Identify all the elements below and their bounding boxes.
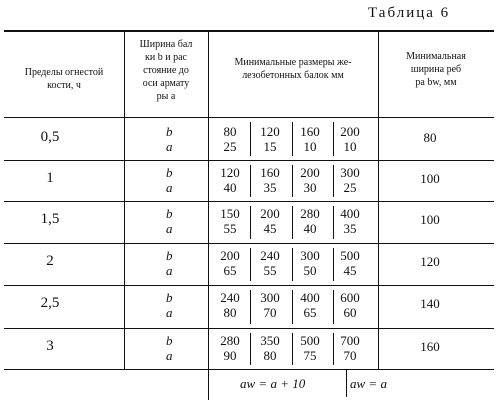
rebar-distance-value: 40	[303, 221, 317, 236]
fire-limit-value: 1,5	[40, 211, 60, 227]
beam-width-value: 200	[340, 124, 360, 139]
rebar-distance-value: 60	[343, 305, 357, 320]
beam-width-value: 350	[260, 333, 280, 348]
group-separator	[4, 201, 494, 202]
rebar-distance-value: 35	[263, 180, 277, 195]
rebar-distance-value: 25	[223, 139, 237, 154]
beam-width-value: 700	[340, 333, 360, 348]
rebar-distance-value: 65	[223, 263, 237, 278]
beam-width-value: 600	[340, 290, 360, 305]
beam-width-value: 300	[340, 165, 360, 180]
column-divider-1	[124, 30, 125, 369]
footer-divider	[346, 369, 347, 397]
fire-limit-value: 2,5	[40, 295, 60, 311]
symbol-a: a	[166, 139, 173, 154]
rebar-distance-value: 55	[263, 263, 277, 278]
group-separator	[4, 285, 494, 286]
min-rib-width-value: 100	[420, 171, 440, 186]
fire-limit-value: 0,5	[40, 129, 60, 145]
beam-width-value: 120	[220, 165, 240, 180]
min-rib-width-value: 120	[420, 254, 440, 269]
rebar-distance-value: 10	[343, 139, 357, 154]
table-bottom-rule	[4, 369, 494, 370]
symbol-a: a	[166, 221, 173, 236]
beam-width-value: 200	[260, 206, 280, 221]
beam-width-value: 400	[300, 290, 320, 305]
beam-width-value: 400	[340, 206, 360, 221]
rebar-distance-value: 25	[343, 180, 357, 195]
footer-formula-2: aw = a	[350, 376, 387, 391]
beam-width-value: 300	[260, 290, 280, 305]
rebar-distance-value: 45	[263, 221, 277, 236]
rebar-distance-value: 30	[303, 180, 317, 195]
rebar-distance-value: 70	[343, 348, 357, 363]
rebar-distance-value: 75	[303, 348, 317, 363]
min-rib-width-value: 140	[420, 296, 440, 311]
rebar-distance-value: 50	[303, 263, 317, 278]
min-rib-width-value: 160	[420, 339, 440, 354]
beam-width-value: 120	[260, 124, 280, 139]
symbol-b: b	[166, 165, 173, 180]
beam-width-value: 240	[220, 290, 240, 305]
rebar-distance-value: 10	[303, 139, 317, 154]
rebar-distance-value: 65	[303, 305, 317, 320]
beam-width-value: 280	[300, 206, 320, 221]
rebar-distance-value: 70	[263, 305, 277, 320]
group-separator	[4, 160, 494, 161]
beam-width-value: 500	[300, 333, 320, 348]
table-top-rule	[4, 30, 494, 32]
symbol-b: b	[166, 206, 173, 221]
symbol-a: a	[166, 305, 173, 320]
beam-width-value: 300	[300, 248, 320, 263]
beam-width-value: 80	[223, 124, 237, 139]
rebar-distance-value: 80	[223, 305, 237, 320]
beam-width-value: 200	[220, 248, 240, 263]
fire-limit-value: 3	[46, 338, 54, 354]
symbol-b: b	[166, 333, 173, 348]
beam-width-value: 500	[340, 248, 360, 263]
rebar-distance-value: 35	[343, 221, 357, 236]
rebar-distance-value: 80	[263, 348, 277, 363]
symbol-b: b	[166, 290, 173, 305]
fire-limit-value: 1	[46, 170, 54, 186]
fire-limit-value: 2	[46, 253, 54, 269]
rebar-distance-value: 90	[223, 348, 237, 363]
beam-width-value: 150	[220, 206, 240, 221]
table-title: Таблица 6	[368, 5, 451, 21]
group-separator	[4, 243, 494, 244]
min-rib-width-value: 80	[423, 130, 437, 145]
table-header-rule	[4, 117, 494, 118]
column-divider-2	[208, 30, 209, 400]
symbol-b: b	[166, 248, 173, 263]
rebar-distance-value: 15	[263, 139, 277, 154]
symbol-a: a	[166, 263, 173, 278]
beam-width-value: 160	[260, 165, 280, 180]
beam-width-value: 280	[220, 333, 240, 348]
footer-formula-1: aw = a + 10	[240, 376, 306, 391]
header-width-distance: Ширина бал ки b и рас стояние до оси армату ры a	[139, 39, 193, 102]
symbol-a: a	[166, 348, 173, 363]
beam-width-value: 200	[300, 165, 320, 180]
header-fire-limit: Пределы огнестой кости, ч	[24, 67, 104, 91]
symbol-a: a	[166, 180, 173, 195]
group-separator	[4, 328, 494, 329]
min-rib-width-value: 100	[420, 212, 440, 227]
symbol-b: b	[166, 124, 173, 139]
header-min-beam-sizes: Минимальные размеры же- лезобетонных балок мм	[234, 57, 352, 81]
header-min-rib-width: Минимальная ширина реб ра bw, мм	[406, 51, 466, 88]
column-divider-3	[378, 30, 379, 369]
rebar-distance-value: 45	[343, 263, 357, 278]
beam-width-value: 240	[260, 248, 280, 263]
rebar-distance-value: 40	[223, 180, 237, 195]
rebar-distance-value: 55	[223, 221, 237, 236]
beam-width-value: 160	[300, 124, 320, 139]
